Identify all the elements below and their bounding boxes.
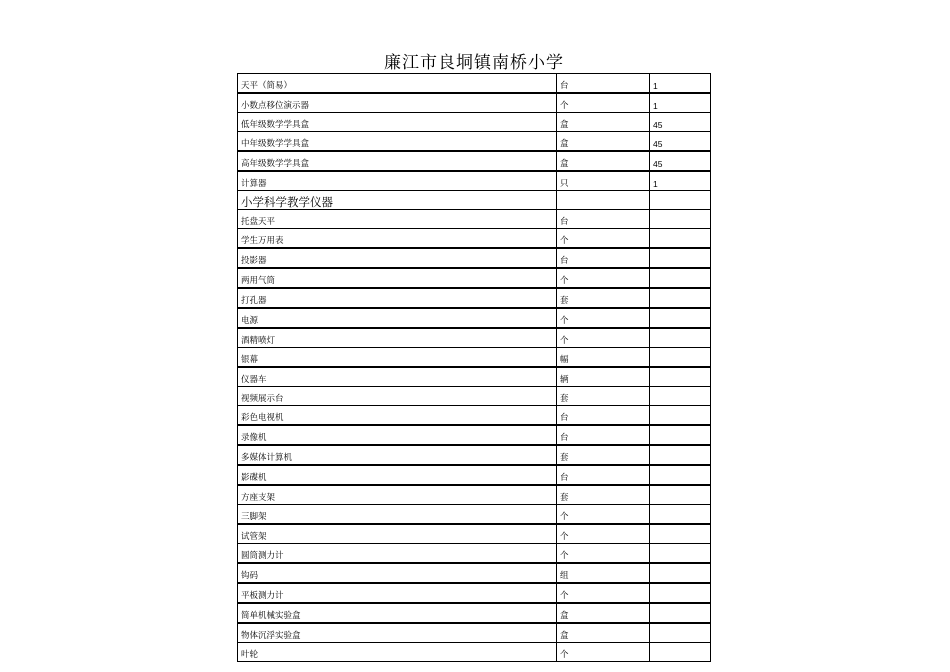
quantity-cell: 45 xyxy=(650,132,711,152)
quantity-cell xyxy=(650,308,711,328)
unit-cell: 套 xyxy=(557,288,650,308)
quantity-cell: 45 xyxy=(650,151,711,171)
item-name-cell: 小数点移位演示器 xyxy=(238,93,557,113)
unit-cell: 个 xyxy=(557,583,650,603)
table-row xyxy=(238,367,711,387)
table-row xyxy=(238,74,711,94)
table-row xyxy=(238,288,711,308)
quantity-cell: 1 xyxy=(650,93,711,113)
table-row xyxy=(238,643,711,662)
quantity-cell xyxy=(650,406,711,426)
unit-cell: 台 xyxy=(557,74,650,94)
table-row xyxy=(238,248,711,268)
table-row xyxy=(238,171,711,191)
item-name-cell: 平板测力计 xyxy=(238,583,557,603)
unit-cell: 套 xyxy=(557,445,650,465)
table-row xyxy=(238,485,711,505)
table-row xyxy=(238,544,711,564)
item-name-cell: 物体沉浮实验盒 xyxy=(238,623,557,643)
quantity-cell xyxy=(650,544,711,564)
page-title: 廉江市良垌镇南桥小学 xyxy=(384,53,564,73)
quantity-cell xyxy=(650,348,711,368)
quantity-cell xyxy=(650,485,711,505)
quantity-cell: 45 xyxy=(650,113,711,132)
section-header-row xyxy=(238,191,711,210)
table-row xyxy=(238,210,711,229)
item-name-cell: 高年级数学学具盒 xyxy=(238,151,557,171)
unit-cell: 盒 xyxy=(557,113,650,132)
unit-cell: 盒 xyxy=(557,603,650,623)
quantity-cell: 1 xyxy=(650,74,711,94)
table-row xyxy=(238,387,711,406)
item-name-cell: 仪器车 xyxy=(238,367,557,387)
quantity-cell xyxy=(650,328,711,348)
table-row xyxy=(238,328,711,348)
table-row xyxy=(238,406,711,426)
table-row xyxy=(238,623,711,643)
item-name-cell: 计算器 xyxy=(238,171,557,191)
table-row xyxy=(238,524,711,544)
item-name-cell: 托盘天平 xyxy=(238,210,557,229)
unit-cell: 个 xyxy=(557,524,650,544)
unit-cell: 个 xyxy=(557,93,650,113)
equipment-table-body xyxy=(238,74,711,662)
quantity-cell xyxy=(650,288,711,308)
quantity-cell xyxy=(650,583,711,603)
item-name-cell: 打孔器 xyxy=(238,288,557,308)
unit-cell: 辆 xyxy=(557,367,650,387)
unit-cell xyxy=(557,191,650,210)
item-name-cell: 彩色电视机 xyxy=(238,406,557,426)
quantity-cell xyxy=(650,643,711,662)
table-row xyxy=(238,113,711,132)
quantity-cell xyxy=(650,367,711,387)
item-name-cell: 影碟机 xyxy=(238,465,557,485)
unit-cell: 个 xyxy=(557,328,650,348)
item-name-cell: 天平（简易） xyxy=(238,74,557,94)
quantity-cell xyxy=(650,505,711,525)
item-name-cell: 三脚架 xyxy=(238,505,557,525)
table-row xyxy=(238,229,711,249)
item-name-cell: 酒精喷灯 xyxy=(238,328,557,348)
item-name-cell: 视频展示台 xyxy=(238,387,557,406)
item-name-cell: 银幕 xyxy=(238,348,557,368)
table-row xyxy=(238,93,711,113)
table-row xyxy=(238,563,711,583)
unit-cell: 个 xyxy=(557,268,650,288)
quantity-cell xyxy=(650,191,711,210)
quantity-cell xyxy=(650,425,711,445)
quantity-cell: 1 xyxy=(650,171,711,191)
unit-cell: 盒 xyxy=(557,151,650,171)
item-name-cell: 低年级数学学具盒 xyxy=(238,113,557,132)
unit-cell: 盒 xyxy=(557,132,650,152)
item-name-cell: 试管架 xyxy=(238,524,557,544)
unit-cell: 套 xyxy=(557,485,650,505)
table-row xyxy=(238,603,711,623)
unit-cell: 个 xyxy=(557,229,650,249)
quantity-cell xyxy=(650,268,711,288)
table-row xyxy=(238,268,711,288)
item-name-cell: 多媒体计算机 xyxy=(238,445,557,465)
item-name-cell: 电源 xyxy=(238,308,557,328)
quantity-cell xyxy=(650,563,711,583)
item-name-cell: 中年级数学学具盒 xyxy=(238,132,557,152)
table-row xyxy=(238,308,711,328)
unit-cell: 个 xyxy=(557,544,650,564)
table-row xyxy=(238,151,711,171)
table-row xyxy=(238,445,711,465)
unit-cell: 台 xyxy=(557,465,650,485)
table-row xyxy=(238,348,711,368)
unit-cell: 个 xyxy=(557,308,650,328)
unit-cell: 组 xyxy=(557,563,650,583)
equipment-table xyxy=(237,73,711,662)
unit-cell: 个 xyxy=(557,505,650,525)
table-row xyxy=(238,583,711,603)
quantity-cell xyxy=(650,445,711,465)
item-name-cell: 两用气筒 xyxy=(238,268,557,288)
item-name-cell: 录像机 xyxy=(238,425,557,445)
unit-cell: 台 xyxy=(557,248,650,268)
quantity-cell xyxy=(650,465,711,485)
unit-cell: 盒 xyxy=(557,623,650,643)
unit-cell: 幅 xyxy=(557,348,650,368)
item-name-cell: 投影器 xyxy=(238,248,557,268)
quantity-cell xyxy=(650,387,711,406)
unit-cell: 台 xyxy=(557,406,650,426)
unit-cell: 个 xyxy=(557,643,650,662)
quantity-cell xyxy=(650,524,711,544)
table-row xyxy=(238,505,711,525)
item-name-cell: 圆筒测力计 xyxy=(238,544,557,564)
unit-cell: 台 xyxy=(557,210,650,229)
table-row xyxy=(238,465,711,485)
item-name-cell: 小学科学教学仪器 xyxy=(238,191,557,210)
quantity-cell xyxy=(650,248,711,268)
item-name-cell: 简单机械实验盒 xyxy=(238,603,557,623)
item-name-cell: 学生万用表 xyxy=(238,229,557,249)
quantity-cell xyxy=(650,229,711,249)
unit-cell: 台 xyxy=(557,425,650,445)
unit-cell: 只 xyxy=(557,171,650,191)
table-row xyxy=(238,132,711,152)
quantity-cell xyxy=(650,210,711,229)
item-name-cell: 叶轮 xyxy=(238,643,557,662)
item-name-cell: 方座支架 xyxy=(238,485,557,505)
item-name-cell: 钩码 xyxy=(238,563,557,583)
unit-cell: 套 xyxy=(557,387,650,406)
table-row xyxy=(238,425,711,445)
quantity-cell xyxy=(650,623,711,643)
quantity-cell xyxy=(650,603,711,623)
